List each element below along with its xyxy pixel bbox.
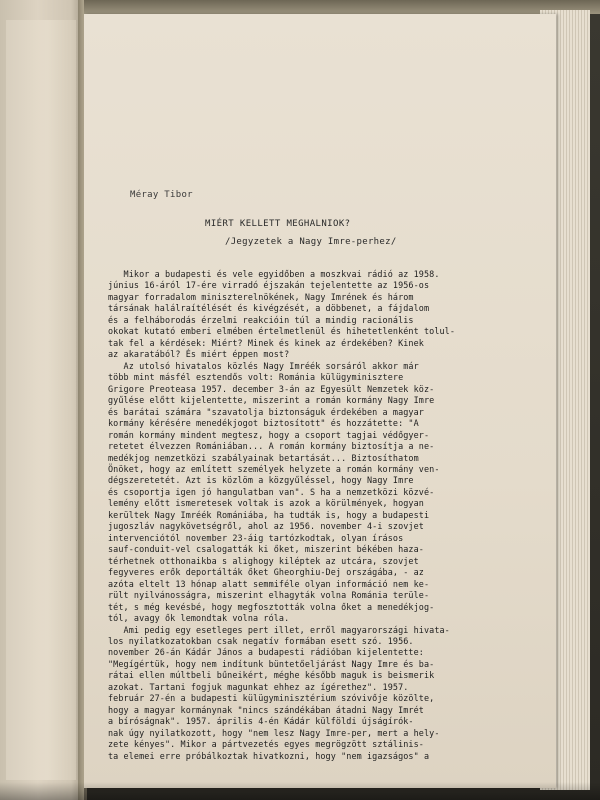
text-line: társának halálraítélését és kivégzését, a döbbenet, a fájdalom [108,303,430,314]
bottom-shadow [0,782,600,800]
text-line: Önöket, hogy az említett személyek helyzete a román kormány ven- [108,463,440,474]
text-line: tól, avagy ők lemondtak volna róla. [108,613,290,624]
text-line: román kormány mindent megtesz, hogy a csoport tagjai védőgyer- [108,429,430,440]
text-line: térhetnek otthonaikba s alighogy kiléptek az utcára, szovjet [108,555,419,566]
document-title: MIÉRT KELLETT MEGHALNIOK? [205,219,351,229]
text-line: és csoportja igen jó hangulatban van". S ha a nemzetközi közvé- [108,486,435,497]
text-line: tét, s még kevésbé, hogy megfosztották volna őket a menedékjog- [108,601,435,612]
text-line: medékjog nemzetközi szabályainak betartását... Biztosíthatom [108,452,419,463]
text-line: az akaratából? És miért éppen most? [108,349,290,360]
binder-edge [84,0,600,14]
text-line: rátai ellen múltbeli bűneikért, méghe később maguk is beismerik [108,670,435,681]
cover-paper [6,20,76,780]
text-line: lemény előtt ismeretesek voltak is azok a körülmények, hogyan [108,498,424,509]
text-line: november 26-án Kádár János a budapesti rádióban kijelentette: [108,647,424,658]
text-line: fegyveres erők deportálták őket Gheorghiu-Dej országába, - az [108,567,424,578]
text-line: sauf-conduit-vel csalogatták ki őket, miszerint békében haza- [108,544,424,555]
text-line: okokat kutató emberi elmében értelmetlenül és hihetetlenként tolul- [108,326,456,337]
text-line: magyar forradalom miniszterelnökének, Nagy Imrének és három [108,291,414,302]
text-line: "Megígértük, hogy nem indítunk büntetőeljárást Nagy Imre és ba- [108,658,435,669]
text-line: kerültek Nagy Imréék Romániába, ha tudták is, hogy a budapesti [108,509,430,520]
text-line: és a felháborodás érzelmi reakcióin túl a mindig racionális [108,314,414,325]
text-line: zete kényes". Mikor a pártvezetés egyes megrögzött sztálinis- [108,739,424,750]
text-line: és barátai számára "szavatolja biztonságuk érdekében a magyar [108,406,424,417]
text-line: Grigore Preoteasa 1957. december 3-án az Egyesült Nemzetek köz- [108,383,435,394]
text-line: Ami pedig egy esetleges pert illet, erről magyarországi hivata- [108,624,450,635]
text-line: a bíróságnak". 1957. április 4-én Kádár külföldi újságírók- [108,716,414,727]
text-line: los nyilatkozatokban csak negatív formában esett szó. 1956. [108,636,414,646]
text-line: intervenciótól november 23-áig tartózkodtak, olyan írásos [108,532,404,543]
text-line: február 27-én a budapesti külügyminisztérium szóvivője közölte, [108,693,435,704]
text-line: dégszeretetét. Azt is közlöm a közgyűléssel, hogy Nagy Imre [108,475,414,486]
text-line: hogy a magyar kormánynak "nincs szándékában átadni Nagy Imrét [108,704,424,715]
text-line: tak fel a kérdések: Miért? Minek és kinek az érdekében? Kinek [108,337,424,348]
text-line: gyűlése előtt kijelentette, miszerint a román kormány Nagy Imre [108,395,435,406]
text-line: ta elemei erre próbálkoztak hivatkozni, hogy "nem igazságos" a [108,750,430,761]
text-line: Az utolsó hivatalos közlés Nagy Imréék sorsáról akkor már [108,360,419,371]
text-line: június 16-áról 17-ére virradó éjszakán tejelentette az 1956-os [108,280,430,291]
text-line: azokat. Tartani fogjuk magunkat ehhez az ígérethez". 1957. [108,681,409,692]
text-line: kormány kérésére menedékjogot biztosított" és hozzátette: "A [108,418,419,429]
text-line: Mikor a budapesti és vele egyidőben a moszkvai rádió az 1958. [108,269,440,279]
binder-cover [0,0,87,800]
text-line: azóta eltelt 13 hónap alatt semmiféle olyan információ nem ke- [108,578,430,589]
body-text [108,269,528,762]
document-subtitle: /Jegyzetek a Nagy Imre-perhez/ [225,237,397,247]
author-name: Méray Tibor [130,190,193,200]
text-line: retetet élvezzen Romániában... A román kormány biztosítja a ne- [108,441,435,452]
text-line: több mint másfél esztendős volt: Románia külügyminisztere [108,372,404,383]
text-line: jugoszláv nagykövetségről, ahol az 1956. november 4-i szovjet [108,521,424,532]
text-line: rült nyilvánosságra, miszerint elhagyták volna Románia terüle- [108,590,430,601]
text-line: nak úgy nyilatkozott, hogy "nem lesz Nagy Imre-per, mert a hely- [108,727,440,738]
